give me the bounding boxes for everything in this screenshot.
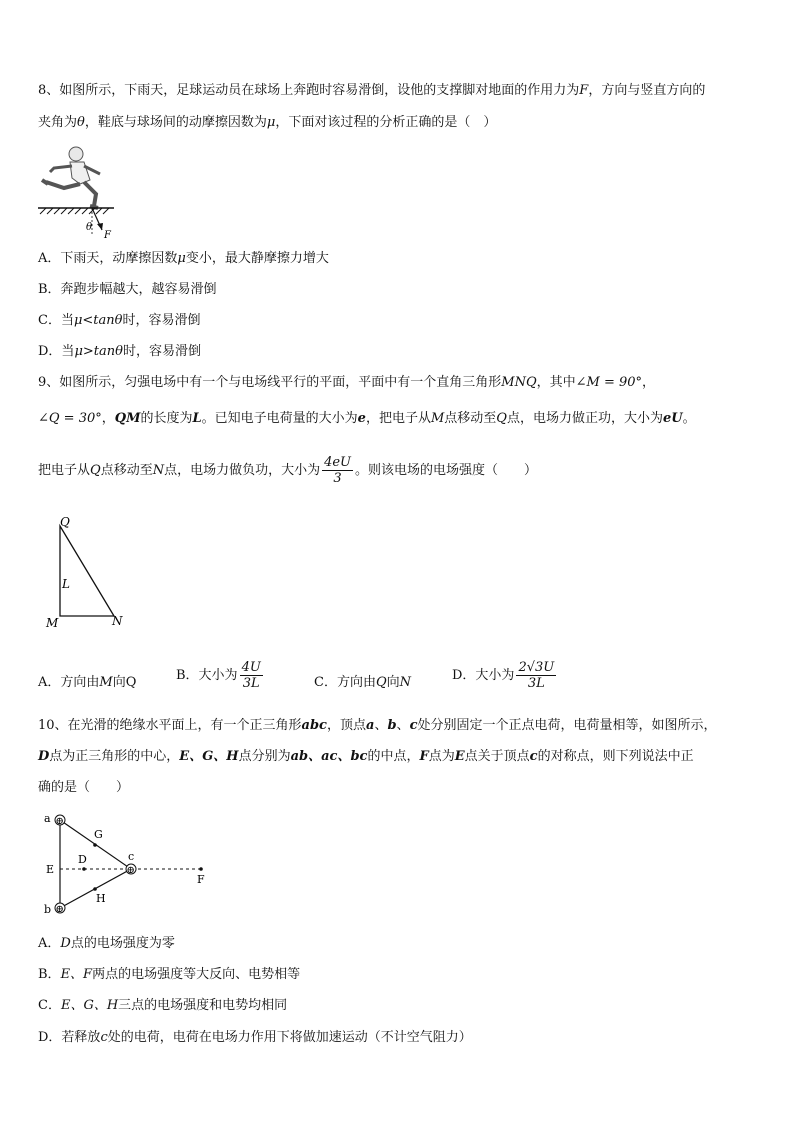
- q10-text: 处分别固定一个正点电荷，电荷量相等，如图所示，: [417, 718, 717, 733]
- var-L: L: [192, 411, 202, 426]
- q9-text: ，: [101, 411, 115, 426]
- q10-stem-line3: [38, 779, 129, 797]
- label-b: b: [44, 903, 52, 916]
- q10-text: 点关于顶点: [464, 749, 530, 764]
- force-arrowhead: [97, 223, 103, 230]
- plus-a: ⊕: [55, 816, 64, 827]
- triangle-abc: abc: [301, 718, 327, 733]
- q10-text: 点为: [428, 749, 455, 764]
- option-text: C．: [38, 998, 61, 1013]
- q9-text: 的长度为: [140, 411, 193, 426]
- label-L: L: [62, 577, 70, 591]
- vertex-b: b: [387, 718, 397, 733]
- option-text: B．: [38, 967, 61, 982]
- option-text: 两点的电场强度等大反向、电势相等: [92, 967, 301, 982]
- option-text: C．方向由: [314, 675, 376, 690]
- q9-text: ，把电子从: [365, 411, 431, 426]
- q10-option-b[interactable]: [38, 966, 300, 984]
- q10-stem-line1: 10、在光滑的绝缘水平面上，有一个正三角形abc，顶点a、b、c处分别固定一个正点电荷，电荷量相等，如图所示，: [38, 718, 717, 733]
- q9-option-a[interactable]: [38, 671, 136, 690]
- option-text: A．: [38, 936, 61, 951]
- frac-denominator: 3: [333, 471, 342, 486]
- label-F: F: [197, 873, 205, 886]
- label-N: N: [112, 614, 123, 628]
- frac-numerator: 4U: [241, 660, 261, 675]
- q9-stem-line3: [38, 452, 537, 490]
- dot-F: [199, 867, 203, 871]
- q8-option-b[interactable]: [38, 281, 217, 299]
- q9-text: 点移动至: [444, 411, 497, 426]
- q9-text: 点移动至: [100, 463, 153, 478]
- q9-text: 9、如图所示，匀强电场中有一个与电场线平行的平面，平面中有一个直角三角形: [38, 375, 502, 390]
- q9-text: ，: [642, 375, 656, 390]
- option-text: D．若释放: [38, 1030, 101, 1045]
- frac-denominator: 3L: [527, 676, 545, 691]
- option-text: 时，容易滑倒: [122, 313, 201, 328]
- point-D: D: [60, 936, 71, 951]
- q10-option-d[interactable]: [38, 1029, 472, 1047]
- q10-option-c[interactable]: [38, 997, 287, 1015]
- q10-text: 确的是（ ）: [38, 780, 130, 795]
- q8-option-a[interactable]: [38, 250, 329, 268]
- option-text: 变小，最大静摩擦力增大: [185, 251, 329, 266]
- vertex-a: a: [366, 718, 375, 733]
- q9-text: 点，电场力做正功，大小为: [506, 411, 663, 426]
- q8-stem-line2: [38, 114, 496, 132]
- point-M: M: [99, 675, 113, 690]
- point-D: D: [38, 749, 50, 764]
- q10-stem-line2: [38, 748, 694, 766]
- q9-text: 点，电场力做负功，大小为: [164, 463, 321, 478]
- label-G: G: [94, 828, 103, 841]
- label-E: E: [46, 863, 55, 876]
- vertex-c: c: [100, 1030, 108, 1045]
- dot-G: [93, 843, 97, 847]
- q9-stem-line2: [38, 410, 696, 428]
- option-text: 点的电场强度为零: [70, 936, 175, 951]
- frac-numerator: 2√3U: [518, 660, 555, 675]
- q9-option-b[interactable]: [176, 660, 265, 691]
- condition: μ>tanθ: [74, 344, 123, 359]
- plus-b: ⊕: [55, 904, 64, 915]
- option-text: 时，容易滑倒: [122, 344, 201, 359]
- q10-text: 的对称点，则下列说法中正: [537, 749, 694, 764]
- var-e: e: [357, 411, 366, 426]
- var-theta: θ: [77, 115, 85, 130]
- q10-figure-charges: [38, 810, 238, 920]
- segments: ab、ac、bc: [290, 749, 368, 764]
- option-text: B．大小为: [176, 668, 238, 683]
- option-text: A．方向由: [38, 675, 100, 690]
- point-Q: Q: [496, 411, 507, 426]
- q10-text: 点为正三角形的中心，: [49, 749, 180, 764]
- frac-denominator: 3L: [242, 676, 260, 691]
- point-N: N: [399, 675, 412, 690]
- fraction-4eU-3: [322, 455, 353, 486]
- q10-text: ，顶点: [326, 718, 366, 733]
- label-H: H: [96, 892, 106, 905]
- option-text: 向Q: [112, 675, 137, 690]
- q9-option-c[interactable]: [314, 671, 411, 690]
- q8-text: ，方向与竖直方向的: [588, 83, 706, 98]
- vertex-c: c: [529, 749, 538, 764]
- angle-M: M = 90°: [586, 375, 643, 390]
- points-EGH: E、G、H: [179, 749, 239, 764]
- points-EGH: E、G、H: [60, 998, 119, 1013]
- q8-figure-runner: [34, 142, 154, 242]
- q9-text: 。: [682, 411, 696, 426]
- q8-option-c[interactable]: [38, 312, 200, 330]
- q9-text: 把电子从: [38, 463, 91, 478]
- option-text: B．奔跑步幅越大，越容易滑倒: [38, 282, 217, 297]
- fraction-4U-3L: [240, 660, 263, 691]
- q9-option-d[interactable]: [452, 660, 558, 691]
- q8-text: 8、如图所示，下雨天，足球运动员在球场上奔跑时容易滑倒，设他的支撑脚对地面的作用力为: [38, 83, 580, 98]
- vertex-c: c: [409, 718, 418, 733]
- point-F: F: [419, 749, 429, 764]
- ground-hatching: [40, 208, 109, 214]
- q9-text: 。已知电子电荷量的大小为: [201, 411, 358, 426]
- q10-text: 10、在光滑的绝缘水平面上，有一个正三角形: [38, 718, 302, 733]
- q10-text: 的中点，: [367, 749, 420, 764]
- q9-stem-line1: [38, 374, 655, 392]
- runner-illustration: [42, 147, 100, 208]
- point-N: N: [152, 463, 165, 478]
- frac-numerator: 4eU: [324, 455, 352, 470]
- option-text: C．当: [38, 313, 74, 328]
- label-D: D: [78, 853, 87, 866]
- dot-D: [82, 867, 86, 871]
- point-Q: Q: [90, 463, 101, 478]
- var-F: F: [579, 83, 589, 98]
- q9-text: 。则该电场的电场强度（ ）: [355, 463, 538, 478]
- option-text: D．当: [38, 344, 75, 359]
- label-M: M: [46, 616, 59, 630]
- q9-figure-triangle: [40, 512, 150, 632]
- triangle-MNQ: [60, 526, 114, 616]
- points-EF: E、F: [60, 967, 93, 982]
- q10-text: 点分别为: [238, 749, 291, 764]
- plus-c: ⊕: [126, 865, 135, 876]
- force-label: F: [104, 230, 111, 241]
- option-text: A．下雨天，动摩擦因数: [38, 251, 178, 266]
- point-E: E: [454, 749, 465, 764]
- point-Q: Q: [375, 675, 387, 690]
- q9-text: ，其中∠: [536, 375, 587, 390]
- label-a: a: [44, 812, 51, 825]
- option-text: 向: [386, 675, 400, 690]
- dot-H: [93, 887, 97, 891]
- q10-option-a[interactable]: [38, 935, 175, 953]
- option-text: D．大小为: [452, 668, 515, 683]
- q8-text: ，鞋底与球场间的动摩擦因数为: [84, 115, 267, 130]
- fraction-2sqrt3U-3L: [516, 660, 556, 691]
- theta-label: θ: [86, 222, 93, 233]
- var-mu: μ: [177, 251, 186, 266]
- var-eU: eU: [662, 411, 683, 426]
- point-M: M: [430, 411, 445, 426]
- option-text: 三点的电场强度和电势均相同: [118, 998, 288, 1013]
- q8-option-d[interactable]: [38, 343, 201, 361]
- label-c: c: [128, 850, 135, 863]
- var-mu: μ: [266, 115, 276, 130]
- segment-QM: QM: [114, 411, 141, 426]
- option-text: 处的电荷，电荷在电场力作用下将做加速运动（不计空气阻力）: [107, 1030, 472, 1045]
- triangle-name: MNQ: [501, 375, 537, 390]
- label-Q: Q: [60, 515, 70, 529]
- q8-text: 夹角为: [38, 115, 78, 130]
- q8-stem-line1: [38, 82, 705, 100]
- q8-text: ，下面对该过程的分析正确的是（ ）: [275, 115, 497, 130]
- angle-Q: ∠Q = 30°: [38, 411, 102, 426]
- condition: μ<tanθ: [73, 313, 123, 328]
